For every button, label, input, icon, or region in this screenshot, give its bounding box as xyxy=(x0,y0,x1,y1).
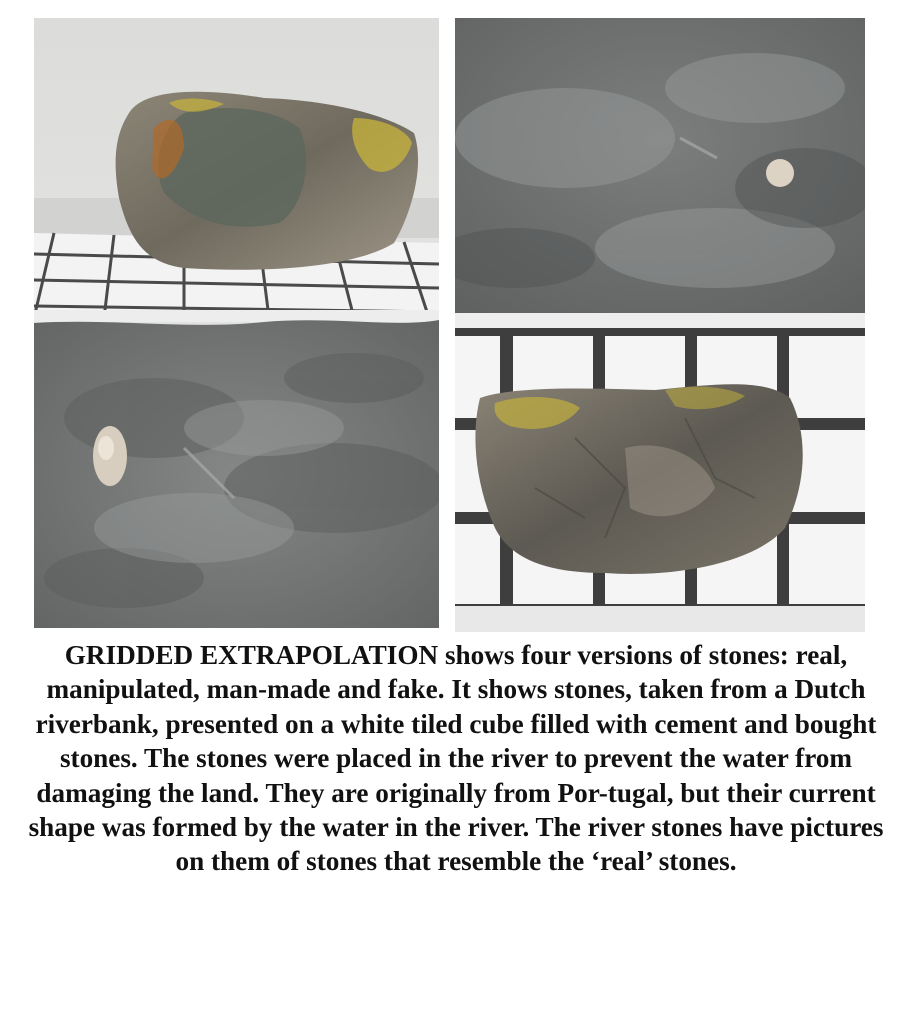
caption-body: shows four versions of stones: real, manipulated, man-made and fake. It shows stones, taken from a Dutch riverbank, presented on a white tiled cube filled with cement and bought stones. The stones were placed in the river to prevent the water from damaging the land. They are originally from Por-tugal, but their current shape was formed by the water in the river. The river stones have pictures on them of stones that resemble the ‘real’ stones. xyxy=(28,640,884,877)
stone-photo-right xyxy=(455,18,865,632)
photo-left xyxy=(34,18,439,628)
stone-photo-left xyxy=(34,18,439,628)
caption-title: GRIDDED EXTRAPOLATION xyxy=(64,640,439,670)
photo-right xyxy=(455,18,865,632)
caption xyxy=(20,638,892,879)
